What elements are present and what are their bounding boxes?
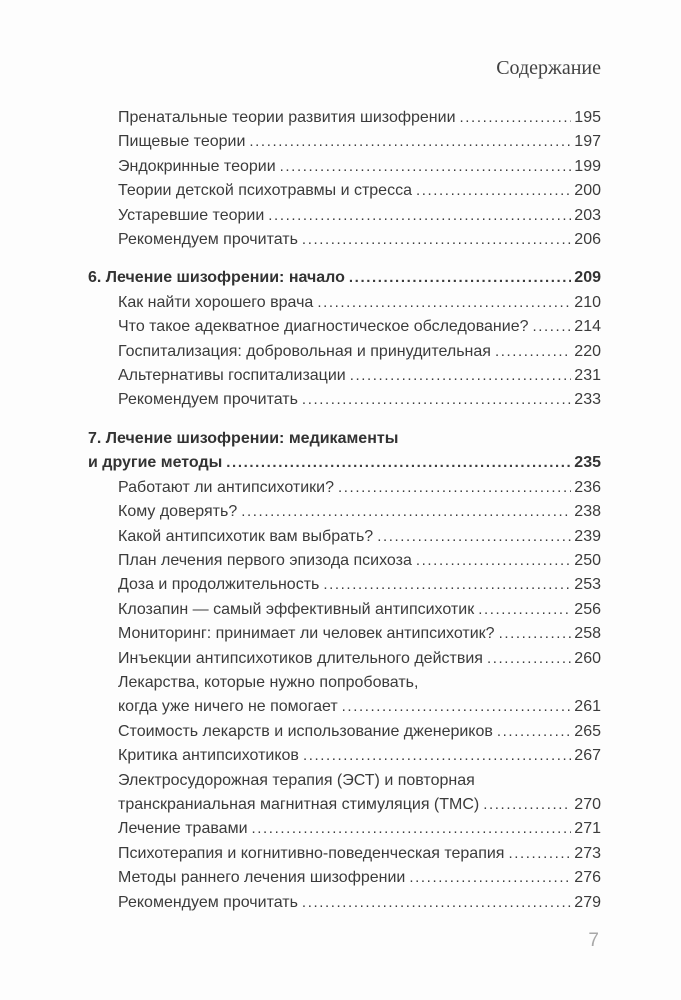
toc-entry: [88, 500, 601, 524]
toc-entry: [88, 155, 601, 179]
toc-entry: [88, 204, 601, 228]
toc-entry-label-line2: когда уже ничего не помогает: [118, 698, 338, 716]
toc-entry-label: План лечения первого эпизода психоза: [118, 551, 412, 569]
toc-entry-line2-row: [88, 695, 601, 719]
toc-section-6: [88, 266, 601, 412]
toc-entry-label: Критика антипсихотиков: [118, 747, 299, 765]
dotted-leader: [303, 744, 571, 768]
toc-entry-page: 220: [574, 342, 601, 360]
toc-entry: [88, 340, 601, 364]
toc-chapter-title-line1: 7. Лечение шизофрении: медикаменты: [88, 429, 399, 447]
toc-entry: [88, 573, 601, 597]
dotted-leader: [487, 647, 571, 671]
toc-entry-label: Госпитализация: добровольная и принудительная: [118, 342, 491, 360]
toc-entry: [88, 476, 601, 500]
toc-entry: [88, 842, 601, 866]
toc-entry: [88, 647, 601, 671]
dotted-leader: [342, 695, 572, 719]
toc-entry-label: Кому доверять?: [118, 503, 238, 521]
dotted-leader: [350, 364, 572, 388]
toc-entry-page: 231: [574, 367, 601, 385]
toc-entry-page: 206: [574, 231, 601, 249]
toc-entry-label: Альтернативы госпитализации: [118, 367, 346, 385]
toc-chapter-title: [88, 427, 601, 476]
toc-entry-label: Пренатальные теории развития шизофрении: [118, 109, 456, 126]
toc-chapter-title-line2-row: [88, 451, 601, 475]
toc-entry: [88, 525, 601, 549]
toc-entry-page: 200: [574, 182, 601, 200]
toc-entry-page: 203: [574, 206, 601, 224]
toc-section-7: [88, 427, 601, 915]
dotted-leader: [409, 866, 571, 890]
toc-entry-label-line2: транскраниальная магнитная стимуляция (ТМС): [118, 795, 480, 813]
toc-entry-page: 260: [574, 649, 601, 667]
dotted-leader: [349, 266, 571, 290]
toc-entry-page: 265: [574, 722, 601, 740]
toc-entry-page: 273: [574, 844, 601, 862]
dotted-leader: [497, 720, 571, 744]
toc-entry: [88, 179, 601, 203]
dotted-leader: [416, 179, 571, 203]
toc-entry-page: 236: [574, 478, 601, 496]
dotted-leader: [302, 388, 571, 412]
toc-entry: [88, 364, 601, 388]
toc-entry-label: Как найти хорошего врача: [118, 293, 314, 311]
dotted-leader: [495, 340, 571, 364]
dotted-leader: [302, 891, 571, 915]
dotted-leader: [268, 204, 571, 228]
toc-section-continued: [88, 106, 601, 252]
dotted-leader: [377, 525, 571, 549]
toc-entry-multiline: [88, 769, 601, 818]
toc-entry-page: 214: [574, 318, 601, 336]
toc-entry-page: 267: [574, 747, 601, 765]
toc-entry: [88, 228, 601, 252]
toc-entry-page: 233: [574, 391, 601, 409]
dotted-leader: [338, 476, 571, 500]
toc-entry-page: 199: [574, 157, 601, 175]
toc-entry: [88, 388, 601, 412]
toc-chapter-title: [88, 266, 601, 290]
toc-entry-page: 195: [574, 109, 601, 126]
toc-entry-label: Что такое адекватное диагностическое обследование?: [118, 318, 529, 336]
toc-entry-page: 271: [574, 820, 601, 838]
toc-entry-label: Инъекции антипсихотиков длительного действия: [118, 649, 483, 667]
toc-chapter-page: 209: [574, 269, 601, 287]
toc-entry: [88, 106, 601, 130]
toc-chapter-title-label: 6. Лечение шизофрении: начало: [88, 269, 345, 287]
toc-entry: [88, 744, 601, 768]
toc-entry-line2-row: [88, 793, 601, 817]
toc-entry-label: Рекомендуем прочитать: [118, 893, 298, 911]
dotted-leader: [532, 315, 571, 339]
toc-entry-label-line1: Лекарства, которые нужно попробовать,: [118, 673, 419, 691]
toc-entry-label: Психотерапия и когнитивно-поведенческая терапия: [118, 844, 505, 862]
toc-entry-label: Рекомендуем прочитать: [118, 391, 298, 409]
toc-entry: [88, 817, 601, 841]
toc-entry-label: Пищевые теории: [118, 133, 246, 151]
toc-entry-label: Теории детской психотравмы и стресса: [118, 182, 412, 200]
toc-entry-label: Стоимость лекарств и использование дженериков: [118, 722, 493, 740]
toc-entry: [88, 891, 601, 915]
dotted-leader: [302, 228, 571, 252]
toc-entry-page: 279: [574, 893, 601, 911]
toc-entry-page: 239: [574, 527, 601, 545]
toc-entry: [88, 549, 601, 573]
toc-chapter-page: 235: [574, 454, 601, 472]
toc-entry: [88, 598, 601, 622]
toc-entry-label-line1: Электросудорожная терапия (ЭСТ) и повторная: [118, 771, 475, 789]
toc-entry-label: Мониторинг: принимает ли человек антипсихотик?: [118, 625, 495, 643]
toc-entry-label: Рекомендуем прочитать: [118, 231, 298, 249]
dotted-leader: [508, 842, 571, 866]
toc-entry-label: Клозапин — самый эффективный антипсихотик: [118, 600, 475, 618]
toc-entry-page: 238: [574, 503, 601, 521]
toc-entry-label: Эндокринные теории: [118, 157, 276, 175]
toc-entry-label: Доза и продолжительность: [118, 576, 320, 594]
dotted-leader: [317, 291, 571, 315]
dotted-leader: [249, 130, 571, 154]
toc-entry-page: 210: [574, 293, 601, 311]
toc-entry-page: 261: [574, 698, 601, 716]
toc-entry-page: 270: [574, 795, 601, 813]
toc-entry-page: 256: [574, 600, 601, 618]
toc-chapter-title-line2: и другие методы: [88, 454, 223, 472]
toc-entry-multiline: [88, 671, 601, 720]
page-number: 7: [588, 930, 599, 951]
toc-entry: [88, 720, 601, 744]
dotted-leader: [483, 793, 571, 817]
dotted-leader: [226, 451, 571, 475]
toc-entry-page: 258: [574, 625, 601, 643]
dotted-leader: [252, 817, 572, 841]
toc-entry-page: 197: [574, 133, 601, 151]
toc-entry: [88, 315, 601, 339]
toc-entry-label: Устаревшие теории: [118, 206, 265, 224]
toc-entry-page: 276: [574, 869, 601, 887]
toc-entry-label: Работают ли антипсихотики?: [118, 478, 335, 496]
dotted-leader: [499, 622, 572, 646]
dotted-leader: [460, 106, 572, 130]
toc-entry: [88, 866, 601, 890]
dotted-leader: [323, 573, 571, 597]
toc-entry-label: Какой антипсихотик вам выбрать?: [118, 527, 374, 545]
toc-entry-label: Лечение травами: [118, 820, 248, 838]
toc-entry: [88, 130, 601, 154]
dotted-leader: [280, 155, 572, 179]
dotted-leader: [478, 598, 571, 622]
toc-entry: [88, 291, 601, 315]
dotted-leader: [416, 549, 571, 573]
dotted-leader: [241, 500, 571, 524]
running-header: Содержание: [496, 57, 601, 79]
toc-entry-label: Методы раннего лечения шизофрении: [118, 869, 406, 887]
toc-entry-page: 253: [574, 576, 601, 594]
toc-entry: [88, 622, 601, 646]
toc-entry-page: 250: [574, 551, 601, 569]
